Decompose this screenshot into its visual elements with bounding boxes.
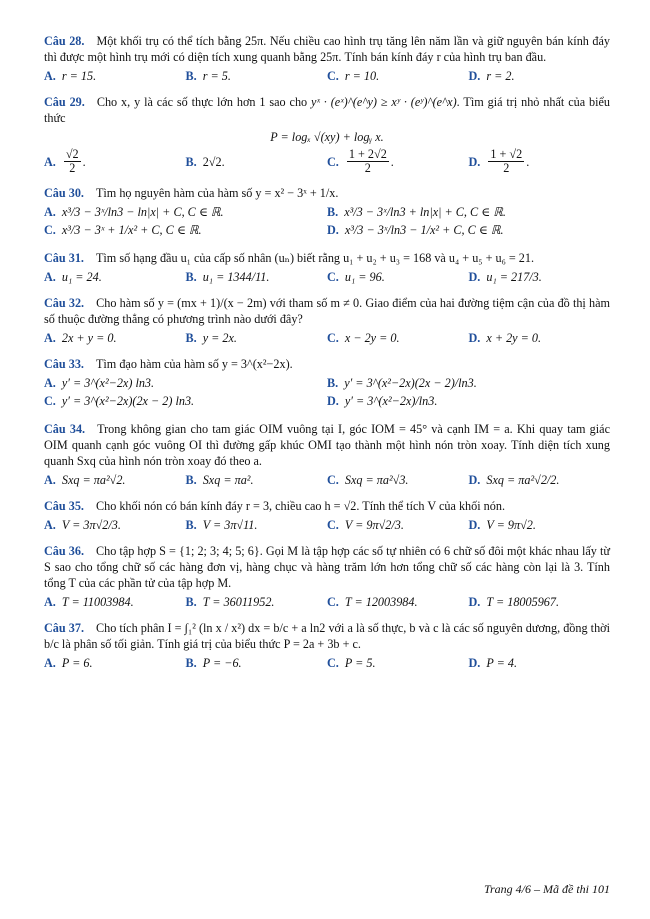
option-c[interactable]: C. r = 10. (327, 69, 380, 83)
exam-page (44, 33, 610, 681)
question-text: Tìm đạo hàm của hàm số y = 3^(x²−2x). (95, 357, 293, 371)
question-32 (44, 295, 610, 346)
options (44, 594, 610, 610)
option-c[interactable]: C. V = 9π√2/3. (327, 518, 404, 532)
question-37 (44, 620, 610, 671)
condition: yˣ · (eˣ)^(e^y) ≥ xʸ · (eʸ)^(e^x) (311, 95, 457, 109)
options (44, 269, 610, 285)
option-a[interactable]: A. x³/3 − 3ˣ/ln3 − ln|x| + C, C ∈ ℝ. (44, 205, 224, 219)
question-text: Một khối trụ có thể tích bằng 25π. Nếu chiều cao hình trụ tăng lên năm lần và giữ nguyên bán kính đáy thì được một hình trụ mới có diện tích xung quanh bằng 25π. Tính bán kính đáy r của hình trụ ban đầu. (44, 34, 610, 64)
option-d[interactable]: D. V = 9π√2. (468, 518, 536, 532)
question-number: Câu 33. (44, 357, 84, 371)
options (44, 330, 610, 346)
option-d[interactable]: D. x + 2y = 0. (468, 331, 542, 345)
option-c[interactable]: C. T = 12003984. (327, 595, 418, 609)
question-text: Cho hàm số y = (mx + 1)/(x − 2m) với tham số m ≠ 0. Giao điểm của hai đường tiệm cận của đồ thị hàm số thuộc đường thẳng có phương trình nào dưới đây? (44, 296, 610, 326)
question-31 (44, 250, 610, 285)
option-b[interactable]: B. y = 2x. (185, 331, 237, 345)
options (44, 655, 610, 671)
options (44, 375, 610, 411)
question-33 (44, 356, 610, 411)
option-a[interactable]: A. 2x + y = 0. (44, 331, 117, 345)
question-number: Câu 36. (44, 544, 85, 558)
question-text: Tìm số hạng đầu u₁ của cấp số nhân (uₙ) biết rằng u₁ + u₂ + u₃ = 168 và u₄ + u₅ + u₆ = 21. (95, 251, 535, 265)
options (44, 68, 610, 84)
option-a[interactable]: A. V = 3π√2/3. (44, 518, 121, 532)
option-d[interactable]: D. r = 2. (468, 69, 515, 83)
option-a[interactable]: A. P = 6. (44, 656, 93, 670)
question-text: Cho tập hợp S = {1; 2; 3; 4; 5; 6}. Gọi M là tập hợp các số tự nhiên có 6 chữ số đôi một khác nhau lấy từ S sao cho tổng chữ số các hàng đơn vị, hàng chục và hàng trăm lớn hơn tổng chữ số các hàng còn lại là 3. Tính tổng T của các phần tử của tập hợp M. (44, 544, 610, 590)
question-text: Trong không gian cho tam giác OIM vuông tại I, góc IOM = 45° và cạnh IM = a. Khi quay tam giác OIM quanh cạnh góc vuông OI thì đường gấp khúc OMI tạo thành một hình nón tròn xoay. Tính diện tích xung quanh Sxq của hình nón tròn xoay đó theo a. (44, 422, 610, 468)
question-number: Câu 32. (44, 296, 85, 310)
option-b[interactable]: B. x³/3 − 3ˣ/ln3 + ln|x| + C, C ∈ ℝ. (327, 205, 506, 219)
option-d[interactable]: D. P = 4. (468, 656, 518, 670)
question-36 (44, 543, 610, 610)
options (44, 517, 610, 533)
option-a[interactable]: A. T = 11003984. (44, 595, 134, 609)
option-d[interactable]: D. Sxq = πa²√2/2. (468, 473, 560, 487)
option-c[interactable]: C. u₁ = 96. (327, 270, 385, 284)
fraction: $\frac{1 + 2√2}{2}$ (348, 147, 387, 175)
question-35 (44, 498, 610, 533)
option-d[interactable]: D. u₁ = 217/3. (468, 270, 542, 284)
option-a[interactable]: A. r = 15. (44, 69, 97, 83)
options (44, 148, 610, 175)
option-a[interactable]: A. $\frac{√2}{2}$ . (44, 147, 86, 175)
question-number: Câu 29. (44, 95, 85, 109)
question-number: Câu 35. (44, 499, 84, 513)
question-text: Cho tích phân I = ∫₁² (ln x / x²) dx = b/c + a ln2 với a là số thực, b và c là các số nguyên dương, đồng thời b/c là phân số tối giản. Tính giá trị của biểu thức P = 2a + 3b + c. (44, 621, 610, 651)
option-b[interactable]: B. P = −6. (185, 656, 242, 670)
question-text: Cho x, y là các số thực lớn hơn 1 sao cho (96, 95, 308, 109)
option-b[interactable]: B. u₁ = 1344/11. (185, 270, 270, 284)
formula: P = logₓ √(xy) + logᵧ x. (270, 130, 384, 144)
question-number: Câu 34. (44, 422, 86, 436)
option-b[interactable]: B. y′ = 3^(x²−2x)(2x − 2)/ln3. (327, 376, 477, 390)
option-c[interactable]: C. Sxq = πa²√3. (327, 473, 409, 487)
question-number: Câu 31. (44, 251, 84, 265)
options (44, 472, 610, 488)
fraction: $\frac{1 + √2}{2}$ (490, 147, 523, 175)
option-b[interactable]: B. 2√2. (185, 154, 225, 169)
option-c[interactable]: C. x³/3 − 3ˣ + 1/x² + C, C ∈ ℝ. (44, 223, 202, 237)
option-a[interactable]: A. u₁ = 24. (44, 270, 102, 284)
question-number: Câu 30. (44, 186, 84, 200)
option-c[interactable]: C. y′ = 3^(x²−2x)(2x − 2) ln3. (44, 394, 195, 408)
option-c[interactable]: C. $\frac{1 + 2√2}{2}$ . (327, 147, 394, 175)
question-28 (44, 33, 610, 84)
option-d[interactable]: D. x³/3 − 3ˣ/ln3 − 1/x² + C, C ∈ ℝ. (327, 223, 504, 237)
option-d[interactable]: D. $\frac{1 + √2}{2}$ . (468, 147, 530, 175)
option-d[interactable]: D. T = 18005967. (468, 595, 560, 609)
fraction: $\frac{√2}{2}$ (65, 147, 79, 175)
question-29: Câu 29. Cho x, y là các số thực lớn hơn 1 sao cho yˣ · (eˣ)^(e^y) ≥ xʸ · (eʸ)^(e^x). Tìm giá trị nhỏ nhất của biểu thức P = logₓ √(xy) + logᵧ x. A. $\frac{√2}{2}$ . B. 2√2. C. $\frac{1 + 2√2}{2}$ . D. $\frac{1 + √2}{2}$ . (44, 95, 610, 175)
option-b[interactable]: B. T = 36011952. (185, 595, 275, 609)
option-a[interactable]: A. y′ = 3^(x²−2x) ln3. (44, 376, 155, 390)
option-c[interactable]: C. P = 5. (327, 656, 376, 670)
option-b[interactable]: B. r = 5. (185, 69, 231, 83)
question-number: Câu 28. (44, 34, 85, 48)
question-30 (44, 185, 610, 240)
option-d[interactable]: D. y′ = 3^(x²−2x)/ln3. (327, 394, 438, 408)
question-text: Tìm họ nguyên hàm của hàm số y = x² − 3ˣ + 1/x. (95, 186, 339, 200)
question-34 (44, 421, 610, 488)
question-number: Câu 37. (44, 621, 84, 635)
option-b[interactable]: B. Sxq = πa². (185, 473, 254, 487)
option-c[interactable]: C. x − 2y = 0. (327, 331, 400, 345)
options (44, 204, 610, 240)
page-footer: Trang 4/6 – Mã đề thi 101 (483, 882, 610, 896)
option-a[interactable]: A. Sxq = πa²√2. (44, 473, 126, 487)
option-b[interactable]: B. V = 3π√11. (185, 518, 258, 532)
question-text: Cho khối nón có bán kính đáy r = 3, chiều cao h = √2. Tính thể tích V của khối nón. (95, 499, 505, 513)
